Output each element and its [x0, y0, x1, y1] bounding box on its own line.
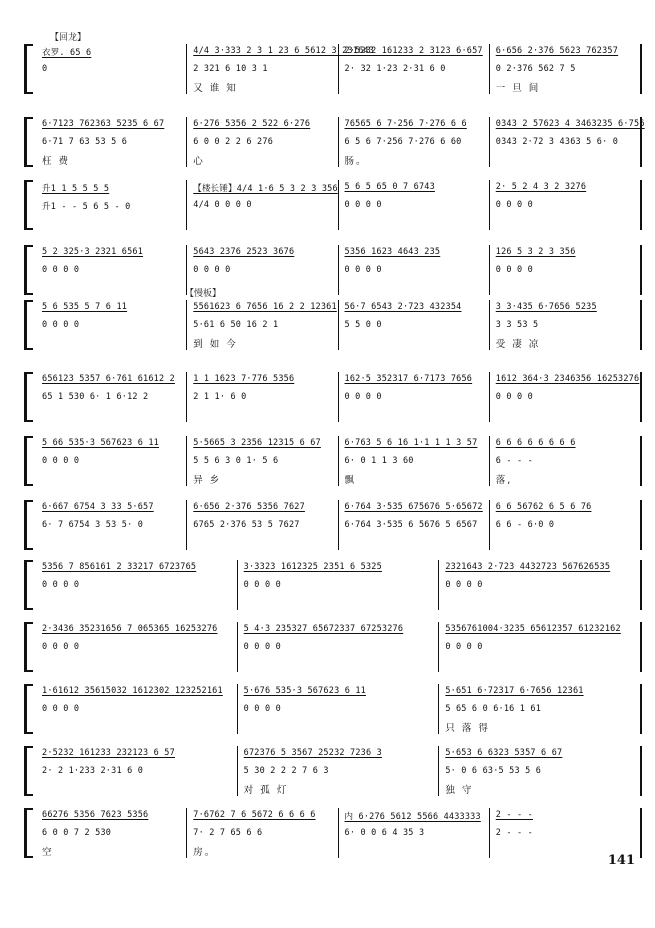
vocal-line: 56·7 6543 2·723 432354 [344, 302, 462, 312]
vocal-line: 5 4·3 235327 65672337 67253276 [243, 624, 404, 634]
vocal-line: 0343 2 57623 4 3463235 6·756 [495, 119, 645, 129]
vocal-line: 5 6 5 65 0 7 6743 [344, 182, 435, 192]
measure-row [36, 684, 642, 734]
accompaniment-line: 5· 0 6 63·5 53 5 6 [445, 766, 542, 776]
vocal-line: 内 6·276 5612 5566 4433333 [344, 812, 481, 822]
score-system [30, 560, 642, 610]
vocal-line: 4/4 3·333 2 3 1 23 6 5612 3 231643 [193, 46, 375, 56]
measure [36, 684, 238, 734]
accompaniment-line: 2 321 6 10 3 1 [193, 64, 268, 74]
system-bracket [24, 808, 33, 858]
accompaniment-line: 0 0 0 0 [344, 392, 382, 402]
lyric-text: 受 凄 凉 [495, 339, 541, 350]
system-bracket [24, 180, 33, 230]
lyric-text: 肠。 [344, 156, 368, 167]
measure [439, 684, 642, 734]
vocal-line: 6 6 56762 6 5 6 76 [495, 502, 592, 512]
measure-row [36, 245, 642, 295]
score-system [30, 808, 642, 858]
vocal-line: 162·5 352317 6·7173 7656 [344, 374, 473, 384]
vocal-line: 1612 364·3 2346356 16253276 [495, 374, 640, 384]
vocal-line: 2·5232 161233 232123 6 57 [42, 748, 175, 758]
vocal-line: 5356 1623 4643 235 [344, 247, 441, 257]
system-bracket [24, 684, 33, 734]
accompaniment-line: 0 0 0 0 [344, 200, 382, 210]
measure-row [36, 436, 642, 486]
system-bracket [24, 44, 33, 94]
accompaniment-line: 0 0 0 0 [445, 580, 483, 590]
accompaniment-line: 6·764 3·535 6 5676 5 6567 [344, 520, 478, 530]
measure [36, 808, 187, 858]
vocal-line: 6·7123 762363 5235 6 67 [42, 119, 165, 129]
vocal-line: 5·653 6 6323 5357 6 67 [445, 748, 563, 758]
vocal-line: 5 2 325·3 2321 6561 [42, 247, 144, 257]
measure [187, 180, 338, 230]
measure [187, 372, 338, 422]
accompaniment-line: 5 30 2 2 2 7 6 3 [243, 766, 329, 776]
measure [187, 44, 375, 94]
measure [339, 436, 490, 486]
measure-row [36, 300, 642, 350]
accompaniment-line: 0 0 0 0 [495, 392, 533, 402]
vocal-line: 66276 5356 7623 5356 [42, 810, 149, 820]
vocal-line: 【楼长锤】4/4 1·6 5 3 2 3 356 [193, 184, 338, 194]
score-system [30, 746, 642, 796]
measure [36, 560, 238, 610]
measure [490, 245, 642, 295]
vocal-line: 3 3·435 6·7656 5235 [495, 302, 597, 312]
measure [490, 44, 642, 94]
vocal-line: 6·764 3·535 675676 5·65672 [344, 502, 483, 512]
accompaniment-line: 升1 - - 5 6 5 - 0 [42, 202, 131, 212]
accompaniment-line: 2 - - - [495, 828, 533, 838]
system-bracket [24, 560, 33, 610]
measure [490, 180, 642, 230]
measure-row [36, 372, 642, 422]
system-bracket [24, 372, 33, 422]
measure [490, 500, 642, 550]
score-system [30, 684, 642, 734]
measure [36, 746, 238, 796]
accompaniment-line: 0 0 0 0 [193, 265, 231, 275]
vocal-line: 5356761004·3235 65612357 61232162 [445, 624, 621, 634]
system-bracket [24, 500, 33, 550]
accompaniment-line: 5 5 6 3 0 1· 5 6 [193, 456, 279, 466]
measure [439, 622, 642, 672]
section-label: 【慢板】 [185, 289, 222, 299]
measure [36, 300, 187, 350]
vocal-line: 1·61612 35615032 1612302 123252161 [42, 686, 223, 696]
measure [490, 117, 645, 167]
lyric-text: 异 乡 [193, 475, 222, 486]
measure [339, 808, 490, 858]
measure [238, 684, 440, 734]
score-system [30, 117, 645, 167]
measure-row [36, 44, 642, 94]
accompaniment-line: 0 0 0 0 [42, 456, 80, 466]
measure [36, 500, 187, 550]
lyric-text: 只 落 得 [445, 723, 490, 734]
measure [187, 300, 338, 350]
accompaniment-line: 6· 7 6754 3 53 5· 0 [42, 520, 144, 530]
measure [339, 117, 490, 167]
measure [238, 622, 440, 672]
accompaniment-line: 0 0 0 0 [243, 704, 281, 714]
score-system [30, 436, 642, 486]
accompaniment-line: 6· 0 0 6 4 35 3 [344, 828, 425, 838]
accompaniment-line: 6 6 - 6·0 0 [495, 520, 555, 530]
accompaniment-line: 0 0 0 0 [445, 642, 483, 652]
accompaniment-line: 6 - - - [495, 456, 533, 466]
measure [439, 560, 642, 610]
measure-row [36, 117, 645, 167]
vocal-line: 3·3323 1612325 2351 6 5325 [243, 562, 382, 572]
lyric-text: 飘 [344, 475, 357, 486]
measure [339, 44, 490, 94]
vocal-line: 2·5232 161233 2 3123 6·657 [344, 46, 483, 56]
vocal-line: 126 5 3 2 3 356 [495, 247, 576, 257]
accompaniment-line: 2· 2 1·233 2·31 6 0 [42, 766, 144, 776]
system-bracket [24, 622, 33, 672]
accompaniment-line: 3 3 53 5 [495, 320, 539, 330]
system-bracket [24, 436, 33, 486]
vocal-line: 衣罗. 65 6 [42, 48, 92, 58]
accompaniment-line: 65 1 530 6· 1 6·12 2 [42, 392, 149, 402]
vocal-line: 76565 6 7·256 7·276 6 6 [344, 119, 467, 129]
measure-row [36, 180, 642, 230]
measure [36, 622, 238, 672]
vocal-line: 6·276 5356 2 522 6·276 [193, 119, 311, 129]
measure [490, 436, 642, 486]
accompaniment-line: 5 5 0 0 [344, 320, 382, 330]
system-bracket [24, 746, 33, 796]
vocal-line: 2 - - - [495, 810, 533, 820]
measure [339, 372, 490, 422]
vocal-line: 1 1 1623 7·776 5356 [193, 374, 295, 384]
accompaniment-line: 6 0 0 7 2 530 [42, 828, 112, 838]
score-system [30, 500, 642, 550]
measure [36, 372, 187, 422]
system-bracket [24, 117, 33, 167]
measure [490, 300, 642, 350]
vocal-line: 升1 1 5 5 5 5 [42, 184, 110, 194]
measure [187, 500, 338, 550]
accompaniment-line: 6 5 6 7·256 7·276 6 60 [344, 137, 462, 147]
vocal-line: 2· 5 2 4 3 2 3276 [495, 182, 587, 192]
measure [36, 245, 187, 295]
vocal-line: 6·656 2·376 5356 7627 [193, 502, 305, 512]
measure [36, 180, 187, 230]
vocal-line: 5·651 6·72317 6·7656 12361 [445, 686, 584, 696]
accompaniment-line: 4/4 0 0 0 0 [193, 200, 252, 210]
vocal-line: 2321643 2·723 4432723 567626535 [445, 562, 611, 572]
vocal-line: 5·5665 3 2356 12315 6 67 [193, 438, 321, 448]
measure [187, 436, 338, 486]
accompaniment-line: 0 [42, 64, 48, 74]
lyric-text: 对 孤 灯 [243, 785, 289, 796]
accompaniment-line: 0 0 0 0 [243, 642, 281, 652]
measure-row [36, 746, 642, 796]
accompaniment-line: 0 0 0 0 [344, 265, 382, 275]
vocal-line: 7·6762 7 6 5672 6 6 6 6 [193, 810, 316, 820]
lyric-text: 房。 [193, 847, 217, 858]
vocal-line: 6·656 2·376 5623 762357 [495, 46, 619, 56]
lyric-text: 枉 费 [42, 156, 71, 167]
accompaniment-line: 0 0 0 0 [42, 704, 80, 714]
lyric-text: 到 如 今 [193, 339, 238, 350]
lyric-text: 一 旦 间 [495, 83, 541, 94]
measure [238, 560, 440, 610]
vocal-line: 5356 7 856161 2 33217 6723765 [42, 562, 197, 572]
lyric-text: 空 [42, 847, 54, 858]
accompaniment-line: 0 0 0 0 [495, 200, 533, 210]
measure-row [36, 808, 642, 858]
vocal-line: 5561623 6 7656 16 2 2 12361 [193, 302, 337, 312]
measure [187, 808, 338, 858]
vocal-line: 6·667 6754 3 33 5·657 [42, 502, 154, 512]
score-system [30, 245, 642, 295]
lyric-text: 心 [193, 156, 205, 167]
accompaniment-line: 0 0 0 0 [42, 320, 80, 330]
measure [36, 44, 187, 94]
page-number: 141 [607, 853, 635, 868]
accompaniment-line: 0 0 0 0 [495, 265, 533, 275]
accompaniment-line: 6· 0 1 1 3 60 [344, 456, 414, 466]
measure [490, 808, 642, 858]
system-bracket [24, 245, 33, 295]
measure [439, 746, 642, 796]
measure-row [36, 622, 642, 672]
accompaniment-line: 6·71 7 63 53 5 6 [42, 137, 128, 147]
accompaniment-line: 2· 32 1·23 2·31 6 0 [344, 64, 446, 74]
measure-row [36, 500, 642, 550]
accompaniment-line: 0 0 0 0 [42, 642, 80, 652]
accompaniment-line: 0 0 0 0 [42, 580, 80, 590]
accompaniment-line: 0 0 0 0 [42, 265, 80, 275]
measure [339, 245, 490, 295]
accompaniment-line: 5 65 6 0 6·16 1 61 [445, 704, 542, 714]
accompaniment-line: 6765 2·376 53 5 7627 [193, 520, 300, 530]
vocal-line: 6·763 5 6 16 1·1 1 1 3 57 [344, 438, 478, 448]
score-system [30, 44, 642, 94]
accompaniment-line: 2 1 1· 6 0 [193, 392, 247, 402]
accompaniment-line: 0343 2·72 3 4363 5 6· 0 [495, 137, 619, 147]
score-system [30, 622, 642, 672]
lyric-text: 独 守 [445, 785, 474, 796]
score-system [30, 372, 642, 422]
vocal-line: 672376 5 3567 25232 7236 3 [243, 748, 382, 758]
vocal-line: 2·3436 35231656 7 065365 16253276 [42, 624, 218, 634]
accompaniment-line: 0 2·376 562 7 5 [495, 64, 576, 74]
vocal-line: 5 6 535 5 7 6 11 [42, 302, 128, 312]
measure [339, 180, 490, 230]
measure [339, 500, 490, 550]
vocal-line: 6 6 6 6 6 6 6 6 [495, 438, 576, 448]
accompaniment-line: 7· 2 7 65 6 6 [193, 828, 263, 838]
measure [339, 300, 490, 350]
system-bracket [24, 300, 33, 350]
measure [490, 372, 642, 422]
vocal-line: 5643 2376 2523 3676 [193, 247, 295, 257]
vocal-line: 5·676 535·3 567623 6 11 [243, 686, 366, 696]
accompaniment-line: 6 0 0 2 2 6 276 [193, 137, 274, 147]
accompaniment-line: 0 0 0 0 [243, 580, 281, 590]
lyric-text: 又 谁 知 [193, 83, 238, 94]
section-label: 【回龙】 [50, 33, 87, 43]
vocal-line: 5 66 535·3 567623 6 11 [42, 438, 159, 448]
lyric-text: 落, [495, 475, 513, 486]
measure-row [36, 560, 642, 610]
measure [187, 117, 338, 167]
score-system [30, 180, 642, 230]
accompaniment-line: 5·61 6 50 16 2 1 [193, 320, 279, 330]
measure [238, 746, 440, 796]
score-system [30, 300, 642, 350]
measure [36, 117, 187, 167]
measure [36, 436, 187, 486]
vocal-line: 656123 5357 6·761 61612 2 [42, 374, 175, 384]
